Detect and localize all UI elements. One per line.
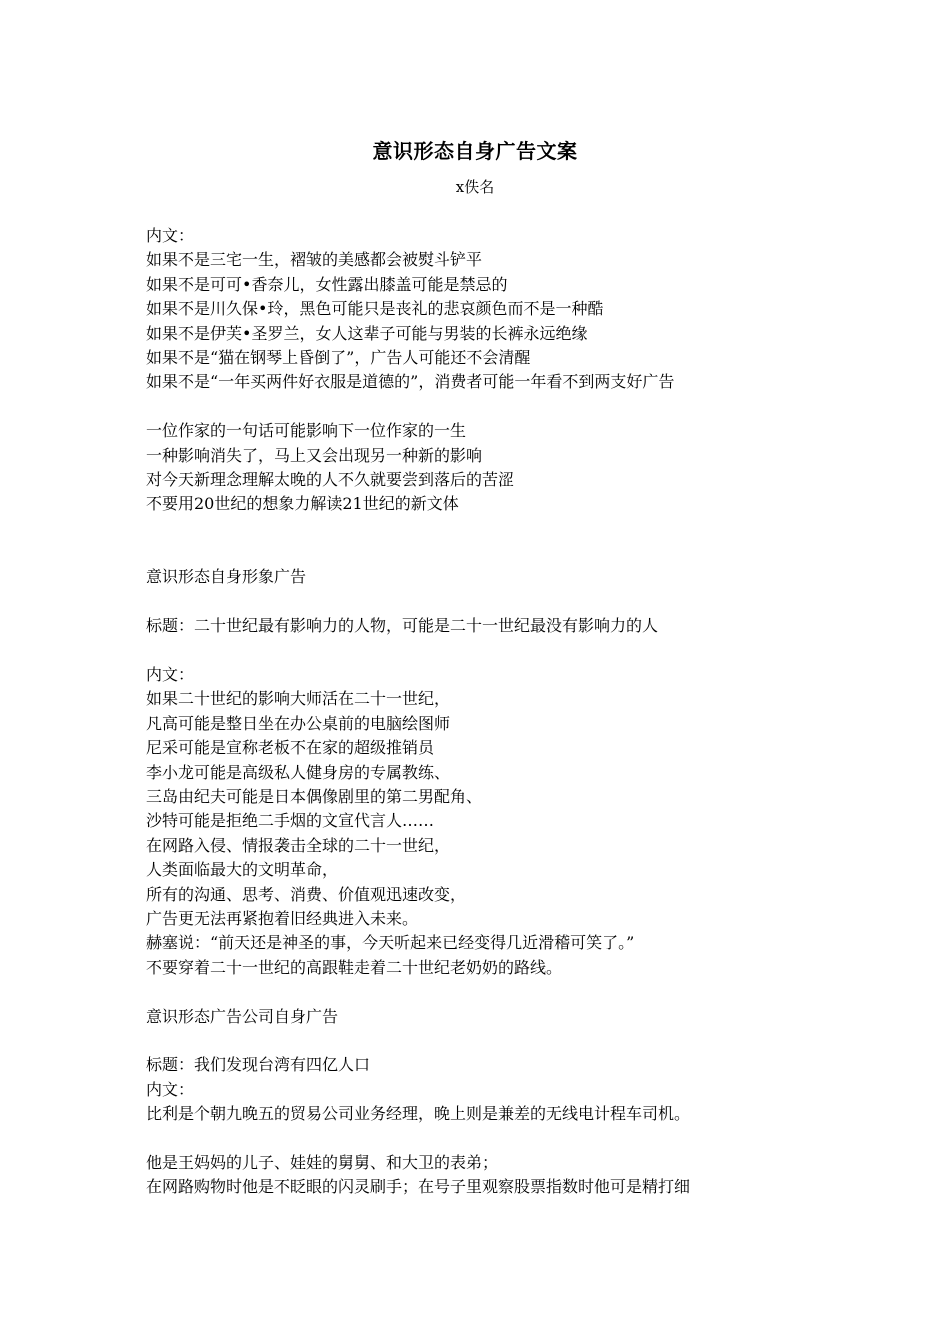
paragraph-gap <box>146 639 826 663</box>
section2-line: 三岛由纪夫可能是日本偶像剧里的第二男配角、 <box>146 787 483 806</box>
section1-line: 如果不是伊芙•圣罗兰，女人这辈子可能与男装的长裤永远绝缘 <box>146 323 588 343</box>
paragraph-gap <box>146 1126 826 1150</box>
section3-line: 在网路购物时他是不眨眼的闪灵刷手；在号子里观察股票指数时他可是精打细 <box>146 1177 691 1197</box>
section1-line: 如果不是“一年买两件好衣服是道德的”，消费者可能一年看不到两支好广告 <box>146 372 675 392</box>
paragraph-gap <box>146 517 826 566</box>
section3-label: 内文： <box>146 1079 195 1099</box>
paragraph-gap <box>146 980 826 1004</box>
document-body <box>146 224 826 1200</box>
section1-line: 不要用20世纪的想象力解读21世纪的新文体 <box>146 494 459 514</box>
section1-line: 如果不是“猫在钢琴上昏倒了”，广告人可能还不会清醒 <box>146 347 531 367</box>
section2-line: 凡高可能是整日坐在办公桌前的电脑绘图师 <box>146 713 451 733</box>
section2-line: 沙特可能是拒绝二手烟的文宣代言人…… <box>146 811 435 831</box>
section3-line: 他是王妈妈的儿子、娃娃的舅舅、和大卫的表弟； <box>146 1152 499 1172</box>
paragraph-gap <box>146 395 826 419</box>
section2-line: 广告更无法再紧抱着旧经典进入未来。 <box>146 908 419 928</box>
section3-headline: 标题：我们发现台湾有四亿人口 <box>146 1055 371 1075</box>
section1-line: 如果不是可可•香奈儿，女性露出膝盖可能是禁忌的 <box>146 274 508 294</box>
section2-line: 人类面临最大的文明革命， <box>146 860 339 880</box>
section2-heading: 意识形态自身形象广告 <box>146 567 307 587</box>
section2-line: 李小龙可能是高级私人健身房的专属教练、 <box>146 762 451 782</box>
section2-line: 如果二十世纪的影响大师活在二十一世纪， <box>146 689 451 709</box>
section1-label: 内文： <box>146 226 195 245</box>
section2-line: 尼采可能是宣称老板不在家的超级推销员 <box>146 738 435 758</box>
section3-heading: 意识形态广告公司自身广告 <box>146 1006 339 1026</box>
section2-line: 不要穿着二十一世纪的高跟鞋走着二十世纪老奶奶的路线。 <box>146 957 563 977</box>
section3-line: 比利是个朝九晚五的贸易公司业务经理，晚上则是兼差的无线电计程车司机。 <box>146 1104 691 1124</box>
section2-label: 内文： <box>146 665 195 685</box>
section1-line: 对今天新理念理解太晚的人不久就要尝到落后的苦涩 <box>146 469 515 489</box>
section2-line: 赫塞说：“前天还是神圣的事，今天听起来已经变得几近滑稽可笑了。” <box>146 933 635 953</box>
section2-headline: 标题：二十世纪最有影响力的人物，可能是二十一世纪最没有影响力的人 <box>146 616 659 636</box>
section1-line: 如果不是三宅一生，褶皱的美感都会被熨斗铲平 <box>146 250 483 270</box>
document-title: 意识形态自身广告文案 <box>372 139 578 163</box>
document-author: x佚名 <box>455 178 495 196</box>
section2-line: 所有的沟通、思考、消费、价值观迅速改变， <box>146 884 467 904</box>
section2-line: 在网路入侵、情报袭击全球的二十一世纪， <box>146 835 451 855</box>
section1-line: 如果不是川久保•玲，黑色可能只是丧礼的悲哀颜色而不是一种酷 <box>146 299 604 319</box>
section1-line: 一位作家的一句话可能影响下一位作家的一生 <box>146 421 467 441</box>
paragraph-gap <box>146 1029 826 1053</box>
section1-line: 一种影响消失了，马上又会出现另一种新的影响 <box>146 445 483 465</box>
paragraph-gap <box>146 590 826 614</box>
